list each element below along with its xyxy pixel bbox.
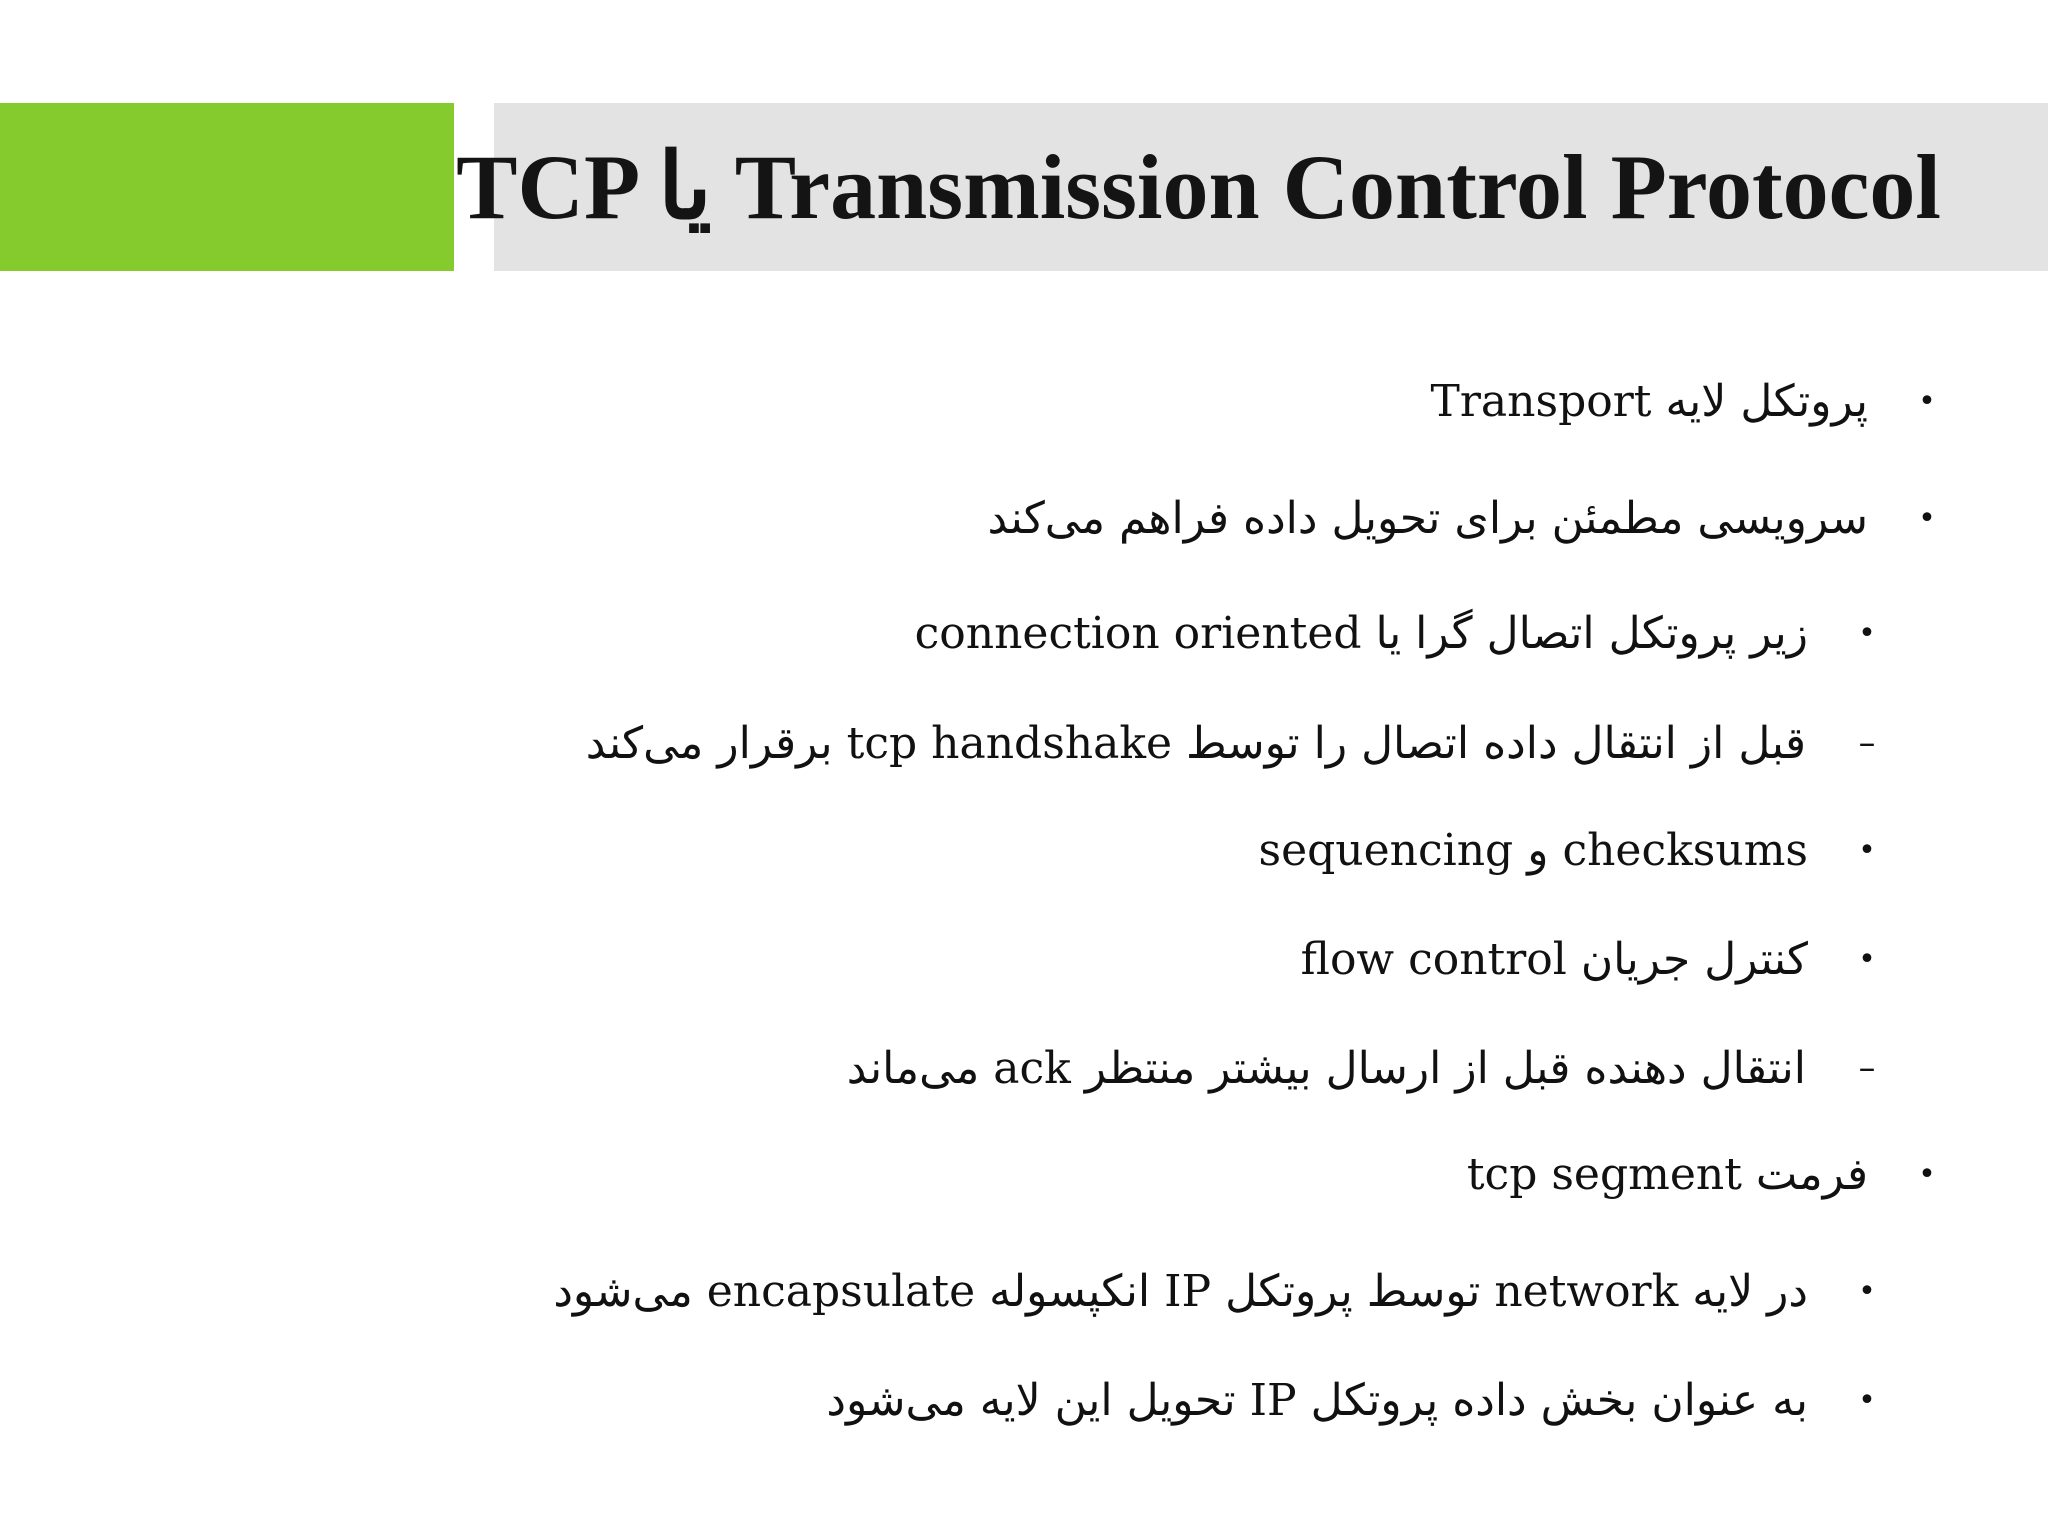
bullet-icon: • [1858,1273,1876,1309]
list-item-text: زیر پروتکل اتصال گرا یا connection oriented [914,607,1808,659]
bullet-icon: • [1858,615,1876,651]
dash-icon: – [1858,1048,1876,1088]
list-item [847,1033,1888,1103]
list-item-text: sequencing و checksums [1258,824,1808,876]
bullet-icon: • [1858,832,1876,868]
bullet-icon: • [1918,1156,1936,1192]
list-item [1301,924,1888,994]
bullet-icon: • [1858,1382,1876,1418]
list-item-text: انتقال دهنده قبل از ارسال بیشتر منتظر ack می‌ماند [846,1042,1806,1094]
list-item-text: فرمت tcp segment [1466,1148,1868,1200]
list-item-text: سرویسی مطمئن برای تحویل داده فراهم می‌کند [987,492,1868,544]
bullet-icon: • [1858,941,1876,977]
bullet-icon: • [1918,500,1936,536]
list-item [915,598,1888,668]
list-item [553,1256,1888,1326]
list-item-text: قبل از انتقال داده اتصال را توسط tcp handshake برقرار می‌کند [585,717,1806,769]
dash-icon: – [1858,723,1876,763]
list-item-text: به عنوان بخش داده پروتکل IP تحویل این لایه می‌شود [826,1374,1808,1426]
list-item [826,1365,1888,1435]
list-item [1259,815,1889,885]
list-item [987,483,1948,553]
list-item-text: در لایه network توسط پروتکل IP انکپسوله encapsulate می‌شود [553,1265,1808,1317]
list-item [1467,1139,1948,1209]
list-item-text: کنترل جریان flow control [1300,933,1808,985]
list-item [586,708,1888,778]
bullet-icon: • [1918,383,1936,419]
list-item-text: پروتکل لایه Transport [1430,375,1868,427]
list-item [1431,366,1948,436]
slide-title: TCP یا Transmission Control Protocol [456,136,1941,238]
